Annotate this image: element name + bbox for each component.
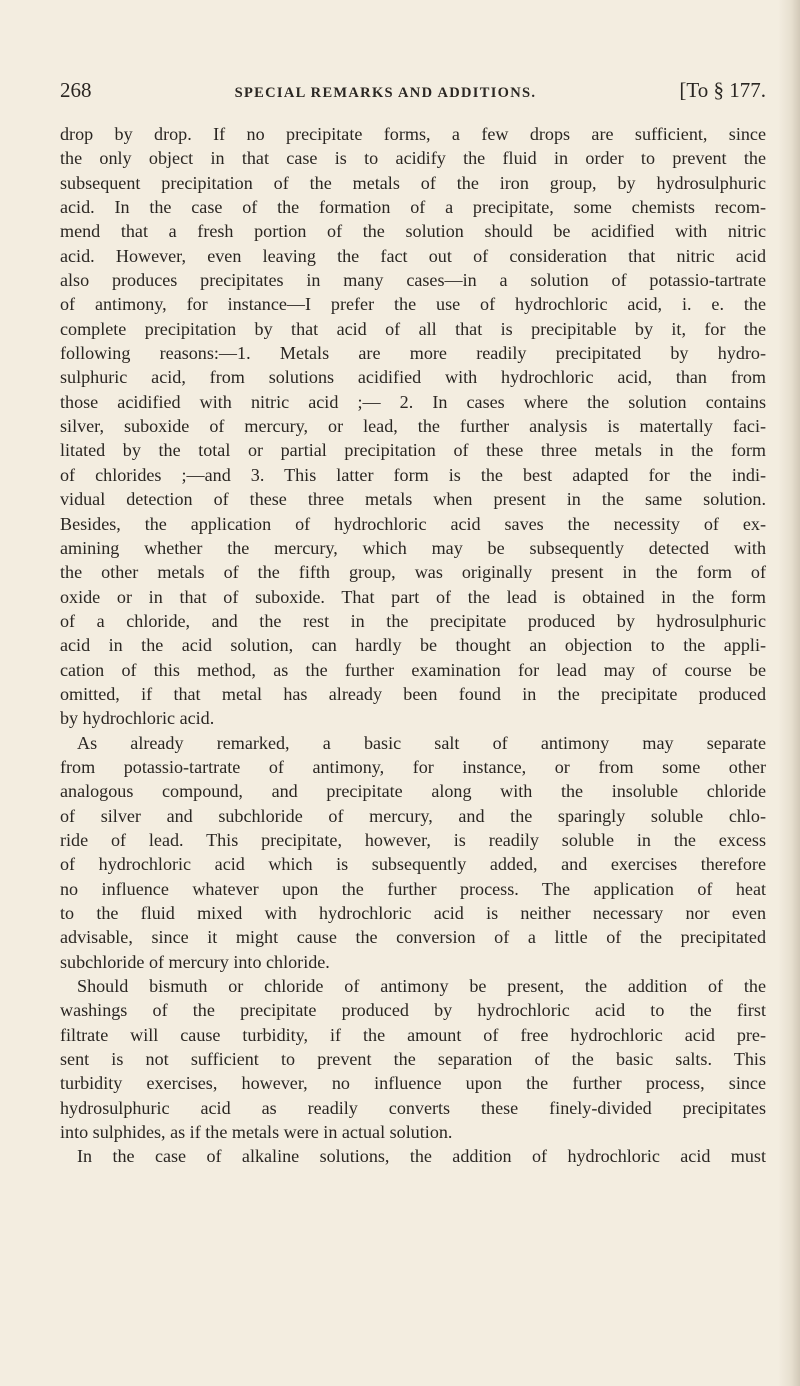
section-reference: [To § 177. <box>679 78 766 102</box>
running-title: SPECIAL REMARKS AND ADDITIONS. <box>234 85 537 101</box>
text-line: following reasons:—1. Metals are more readily precipitated by hydro- <box>60 343 766 364</box>
text-line: of hydrochloric acid which is subsequently added, and exercises therefore <box>60 854 766 875</box>
text-line: by hydrochloric acid. <box>60 708 215 729</box>
text-line: litated by the total or partial precipitation of these three metals in the form <box>60 440 766 461</box>
text-line: drop by drop. If no precipitate forms, a few drops are sufficient, since <box>60 124 766 144</box>
page-header <box>60 78 766 108</box>
text-line: turbidity exercises, however, no influence upon the further process, since <box>60 1073 766 1094</box>
text-line: complete precipitation by that acid of all that is precipitable by it, for the <box>60 318 766 339</box>
text-line: amining whether the mercury, which may be subsequently detected with <box>60 537 766 558</box>
text-line: advisable, since it might cause the conversion of a little of the precipitated <box>60 927 766 948</box>
text-line: vidual detection of these three metals when present in the same solution. <box>60 489 766 510</box>
text-line: hydrosulphuric acid as readily converts these finely-divided precipitates <box>60 1097 766 1118</box>
page-number: 268 <box>60 78 92 102</box>
text-line: Should bismuth or chloride of antimony be present, the addition of the <box>77 976 766 997</box>
page-edge-shading <box>778 0 800 1386</box>
text-line: Besides, the application of hydrochloric acid saves the necessity of ex- <box>60 513 766 534</box>
text-line: those acidified with nitric acid ;— 2. In cases where the solution contains <box>60 391 766 412</box>
text-line: cation of this method, as the further examination for lead may of course be <box>60 659 766 680</box>
text-line: of antimony, for instance—I prefer the use of hydrochloric acid, i. e. the <box>60 294 766 315</box>
text-line: to the fluid mixed with hydrochloric acid is neither necessary nor even <box>60 903 766 923</box>
text-line: of chlorides ;—and 3. This latter form is the best adapted for the indi- <box>60 464 766 485</box>
text-line: silver, suboxide of mercury, or lead, the further analysis is matertally faci- <box>60 416 766 437</box>
text-line: acid. In the case of the formation of a precipitate, some chemists recom- <box>60 197 766 218</box>
text-line: oxide or in that of suboxide. That part of the lead is obtained in the form <box>60 586 766 607</box>
text-line: filtrate will cause turbidity, if the amount of free hydrochloric acid pre- <box>60 1024 766 1045</box>
text-line: omitted, if that metal has already been found in the precipitate produced <box>60 683 766 704</box>
text-line: also produces precipitates in many cases—in a solution of potassio-tartrate <box>60 270 766 291</box>
text-line: acid. However, even leaving the fact out of consideration that nitric acid <box>60 245 766 266</box>
text-line: sulphuric acid, from solutions acidified with hydrochloric acid, than from <box>60 367 766 388</box>
book-page <box>60 78 766 1169</box>
body-text <box>60 122 766 1169</box>
text-line: of a chloride, and the rest in the precipitate produced by hydrosulphuric <box>60 610 766 631</box>
text-line: no influence whatever upon the further process. The application of heat <box>60 878 766 899</box>
text-line: washings of the precipitate produced by hydrochloric acid to the first <box>60 1000 766 1021</box>
text-line: the other metals of the fifth group, was originally present in the form of <box>60 562 766 583</box>
text-line: ride of lead. This precipitate, however, is readily soluble in the excess <box>60 829 766 850</box>
text-line: mend that a fresh portion of the solution should be acidified with nitric <box>60 221 766 242</box>
text-line: subchloride of mercury into chloride. <box>60 951 330 972</box>
text-line: acid in the acid solution, can hardly be thought an objection to the appli- <box>60 635 766 656</box>
text-line: the only object in that case is to acidify the fluid in order to prevent the <box>60 148 766 169</box>
text-line: In the case of alkaline solutions, the addition of hydrochloric acid must <box>77 1146 766 1167</box>
text-line: subsequent precipitation of the metals of the iron group, by hydrosulphuric <box>60 172 766 193</box>
text-line: sent is not sufficient to prevent the separation of the basic salts. This <box>60 1049 766 1070</box>
text-line: analogous compound, and precipitate along with the insoluble chloride <box>60 781 766 802</box>
text-line: of silver and subchloride of mercury, and the sparingly soluble chlo- <box>60 805 766 826</box>
text-line: into sulphides, as if the metals were in actual solution. <box>60 1122 453 1143</box>
text-line: from potassio-tartrate of antimony, for instance, or from some other <box>60 756 766 777</box>
text-line: As already remarked, a basic salt of antimony may separate <box>77 732 766 753</box>
